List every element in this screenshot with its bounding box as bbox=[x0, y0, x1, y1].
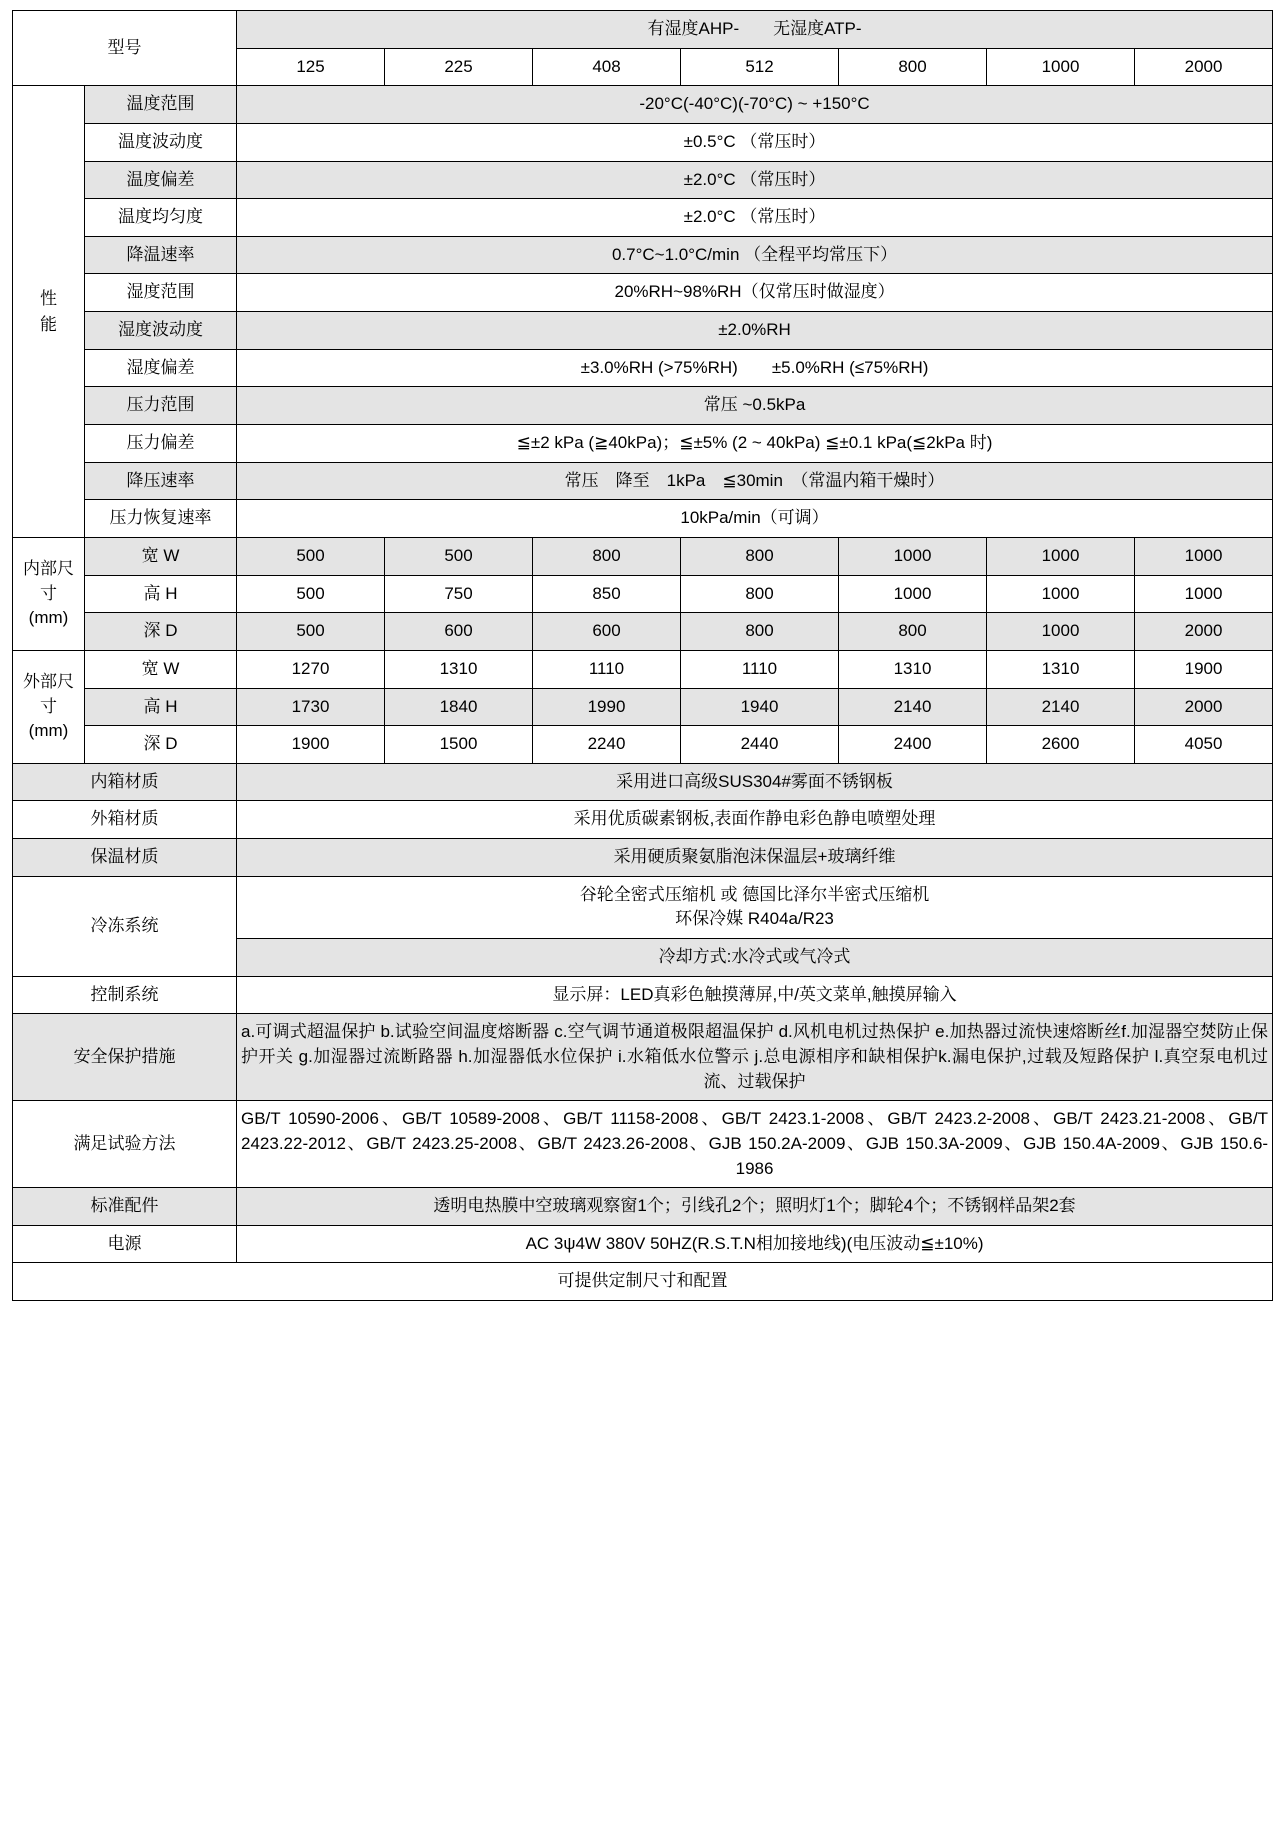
dimension-cell: 1000 bbox=[987, 575, 1135, 613]
footer-note: 可提供定制尺寸和配置 bbox=[13, 1263, 1273, 1301]
dimension-cell: 2140 bbox=[839, 688, 987, 726]
dimension-cell: 600 bbox=[385, 613, 533, 651]
row-label: 降温速率 bbox=[85, 236, 237, 274]
dimension-cell: 500 bbox=[385, 537, 533, 575]
model-series-title: 有湿度AHP- 无湿度ATP- bbox=[237, 11, 1273, 49]
table-row-performance-7 bbox=[13, 349, 1273, 387]
row-label: 深 D bbox=[85, 726, 237, 764]
table-row-performance-0 bbox=[13, 86, 1273, 124]
row-value: ±2.0°C （常压时） bbox=[237, 199, 1273, 237]
dimension-cell: 1990 bbox=[533, 688, 681, 726]
row-label: 控制系统 bbox=[13, 976, 237, 1014]
refrigeration-cooling-value: 冷却方式:水冷式或气冷式 bbox=[237, 939, 1273, 977]
row-label: 保温材质 bbox=[13, 839, 237, 877]
dimension-cell: 1000 bbox=[987, 537, 1135, 575]
dimension-cell: 1000 bbox=[839, 537, 987, 575]
outer-dimensions-group-label bbox=[13, 650, 85, 763]
table-row-outer-dim-w bbox=[13, 650, 1273, 688]
table-row-material-outer bbox=[13, 801, 1273, 839]
row-value: 采用优质碳素钢板,表面作静电彩色静电喷塑处理 bbox=[237, 801, 1273, 839]
row-value: 采用进口高级SUS304#雾面不锈钢板 bbox=[237, 763, 1273, 801]
row-label: 高 H bbox=[85, 575, 237, 613]
dimension-cell: 800 bbox=[681, 613, 839, 651]
dimension-cell: 1900 bbox=[237, 726, 385, 764]
performance-group-label bbox=[13, 86, 85, 538]
outer-dimensions-label-line2: (mm) bbox=[28, 721, 69, 741]
dimension-cell: 500 bbox=[237, 575, 385, 613]
table-row-material-inner bbox=[13, 763, 1273, 801]
dimension-cell: 750 bbox=[385, 575, 533, 613]
dimension-cell: 1500 bbox=[385, 726, 533, 764]
refrigeration-line-2: 环保冷媒 R404a/R23 bbox=[675, 909, 834, 929]
table-row-test-methods bbox=[13, 1101, 1273, 1188]
row-value: 20%RH~98%RH（仅常压时做湿度） bbox=[237, 274, 1273, 312]
table-row-material-insulation bbox=[13, 839, 1273, 877]
row-value: ±2.0°C （常压时） bbox=[237, 161, 1273, 199]
table-row-inner-dim-w bbox=[13, 537, 1273, 575]
table-row-power bbox=[13, 1225, 1273, 1263]
table-row-footer-note bbox=[13, 1263, 1273, 1301]
row-label: 高 H bbox=[85, 688, 237, 726]
row-value: ≦±2 kPa (≧40kPa)；≦±5% (2 ~ 40kPa) ≦±0.1 kPa(≦2kPa 时) bbox=[237, 425, 1273, 463]
dimension-cell: 1000 bbox=[1135, 575, 1273, 613]
dimension-cell: 850 bbox=[533, 575, 681, 613]
dimension-cell: 800 bbox=[533, 537, 681, 575]
dimension-cell: 800 bbox=[681, 537, 839, 575]
dimension-cell: 1310 bbox=[385, 650, 533, 688]
row-value: 显示屏：LED真彩色触摸薄屏,中/英文菜单,触摸屏输入 bbox=[237, 976, 1273, 1014]
model-number-cell: 408 bbox=[533, 48, 681, 86]
row-label: 冷冻系统 bbox=[13, 876, 237, 976]
dimension-cell: 1840 bbox=[385, 688, 533, 726]
dimension-cell: 2000 bbox=[1135, 688, 1273, 726]
table-row-performance-9 bbox=[13, 425, 1273, 463]
table-row-control-system bbox=[13, 976, 1273, 1014]
table-row-performance-1 bbox=[13, 123, 1273, 161]
row-label: 湿度偏差 bbox=[85, 349, 237, 387]
inner-dimensions-label-line2: (mm) bbox=[28, 608, 69, 628]
table-row-safety bbox=[13, 1014, 1273, 1101]
row-label: 温度范围 bbox=[85, 86, 237, 124]
table-row-inner-dim-d bbox=[13, 613, 1273, 651]
row-value: a.可调式超温保护 b.试验空间温度熔断器 c.空气调节通道极限超温保护 d.风机电机过热保护 e.加热器过流快速熔断丝f.加湿器空焚防止保护开关 g.加湿器过流断路器 h.加湿器低水位保护 i.水箱低水位警示 j.总电源相序和缺相保护k.漏电保护,过载及短路保护 l.真空泵电机过流、过载保护 bbox=[237, 1014, 1273, 1101]
row-value: 常压 ~0.5kPa bbox=[237, 387, 1273, 425]
row-value: ±0.5°C （常压时） bbox=[237, 123, 1273, 161]
row-label: 安全保护措施 bbox=[13, 1014, 237, 1101]
dimension-cell: 1310 bbox=[839, 650, 987, 688]
model-header-label: 型号 bbox=[13, 11, 237, 86]
dimension-cell: 2240 bbox=[533, 726, 681, 764]
model-number-cell: 225 bbox=[385, 48, 533, 86]
specification-table bbox=[12, 10, 1273, 1301]
row-value: ±3.0%RH (>75%RH) ±5.0%RH (≤75%RH) bbox=[237, 349, 1273, 387]
row-label: 湿度范围 bbox=[85, 274, 237, 312]
dimension-cell: 1900 bbox=[1135, 650, 1273, 688]
row-label: 外箱材质 bbox=[13, 801, 237, 839]
row-label: 降压速率 bbox=[85, 462, 237, 500]
dimension-cell: 500 bbox=[237, 613, 385, 651]
row-label: 压力范围 bbox=[85, 387, 237, 425]
row-label: 深 D bbox=[85, 613, 237, 651]
table-row-outer-dim-h bbox=[13, 688, 1273, 726]
dimension-cell: 2140 bbox=[987, 688, 1135, 726]
dimension-cell: 1000 bbox=[1135, 537, 1273, 575]
model-number-cell: 2000 bbox=[1135, 48, 1273, 86]
model-number-cell: 125 bbox=[237, 48, 385, 86]
row-label: 湿度波动度 bbox=[85, 312, 237, 350]
table-row-refrigeration-compressor bbox=[13, 876, 1273, 938]
dimension-cell: 1940 bbox=[681, 688, 839, 726]
table-row-performance-4 bbox=[13, 236, 1273, 274]
row-label: 宽 W bbox=[85, 650, 237, 688]
row-value: 常压 降至 1kPa ≦30min （常温内箱干燥时） bbox=[237, 462, 1273, 500]
inner-dimensions-group-label bbox=[13, 537, 85, 650]
refrigeration-line-1: 谷轮全密式压缩机 或 德国比泽尔半密式压缩机 bbox=[579, 884, 930, 904]
table-row-performance-3 bbox=[13, 199, 1273, 237]
dimension-cell: 2600 bbox=[987, 726, 1135, 764]
dimension-cell: 800 bbox=[681, 575, 839, 613]
row-value: ±2.0%RH bbox=[237, 312, 1273, 350]
performance-group-label-char: 性 bbox=[40, 289, 57, 309]
dimension-cell: 1110 bbox=[681, 650, 839, 688]
dimension-cell: 2000 bbox=[1135, 613, 1273, 651]
row-label: 压力偏差 bbox=[85, 425, 237, 463]
table-row-inner-dim-h bbox=[13, 575, 1273, 613]
row-value: 透明电热膜中空玻璃观察窗1个；引线孔2个；照明灯1个；脚轮4个；不锈钢样品架2套 bbox=[237, 1188, 1273, 1226]
dimension-cell: 2400 bbox=[839, 726, 987, 764]
table-row-model-title bbox=[13, 11, 1273, 49]
dimension-cell: 1000 bbox=[839, 575, 987, 613]
row-label: 温度偏差 bbox=[85, 161, 237, 199]
row-value: 10kPa/min（可调） bbox=[237, 500, 1273, 538]
row-label: 电源 bbox=[13, 1225, 237, 1263]
row-label: 温度均匀度 bbox=[85, 199, 237, 237]
dimension-cell: 4050 bbox=[1135, 726, 1273, 764]
row-value: GB/T 10590-2006、GB/T 10589-2008、GB/T 11158-2008、GB/T 2423.1-2008、GB/T 2423.2-2008、GB/T 2423.21-2008、GB/T 2423.22-2012、GB/T 2423.25-2008、GB/T 2423.26-2008、GJB 150.2A-2009、GJB 150.3A-2009、GJB 150.4A-2009、GJB 150.6-1986 bbox=[237, 1101, 1273, 1188]
table-row-performance-5 bbox=[13, 274, 1273, 312]
dimension-cell: 1110 bbox=[533, 650, 681, 688]
row-label: 内箱材质 bbox=[13, 763, 237, 801]
dimension-cell: 1730 bbox=[237, 688, 385, 726]
row-label: 宽 W bbox=[85, 537, 237, 575]
outer-dimensions-label-line1: 外部尺寸 bbox=[23, 671, 74, 716]
table-row-outer-dim-d bbox=[13, 726, 1273, 764]
row-value: 采用硬质聚氨脂泡沫保温层+玻璃纤维 bbox=[237, 839, 1273, 877]
dimension-cell: 2440 bbox=[681, 726, 839, 764]
table-row-accessories bbox=[13, 1188, 1273, 1226]
model-number-cell: 1000 bbox=[987, 48, 1135, 86]
refrigeration-compressor-value bbox=[237, 876, 1273, 938]
dimension-cell: 1000 bbox=[987, 613, 1135, 651]
performance-group-label-char: 能 bbox=[40, 314, 57, 334]
model-number-cell: 800 bbox=[839, 48, 987, 86]
row-label: 标准配件 bbox=[13, 1188, 237, 1226]
dimension-cell: 1310 bbox=[987, 650, 1135, 688]
row-label: 满足试验方法 bbox=[13, 1101, 237, 1188]
dimension-cell: 500 bbox=[237, 537, 385, 575]
row-value: AC 3ψ4W 380V 50HZ(R.S.T.N相加接地线)(电压波动≦±10%) bbox=[237, 1225, 1273, 1263]
row-value: -20°C(-40°C)(-70°C) ~ +150°C bbox=[237, 86, 1273, 124]
dimension-cell: 1270 bbox=[237, 650, 385, 688]
model-number-cell: 512 bbox=[681, 48, 839, 86]
table-row-performance-10 bbox=[13, 462, 1273, 500]
table-row-performance-6 bbox=[13, 312, 1273, 350]
dimension-cell: 600 bbox=[533, 613, 681, 651]
dimension-cell: 800 bbox=[839, 613, 987, 651]
table-row-performance-2 bbox=[13, 161, 1273, 199]
row-label: 压力恢复速率 bbox=[85, 500, 237, 538]
row-label: 温度波动度 bbox=[85, 123, 237, 161]
table-row-performance-8 bbox=[13, 387, 1273, 425]
table-row-performance-11 bbox=[13, 500, 1273, 538]
row-value: 0.7°C~1.0°C/min （全程平均常压下） bbox=[237, 236, 1273, 274]
inner-dimensions-label-line1: 内部尺寸 bbox=[23, 558, 74, 603]
